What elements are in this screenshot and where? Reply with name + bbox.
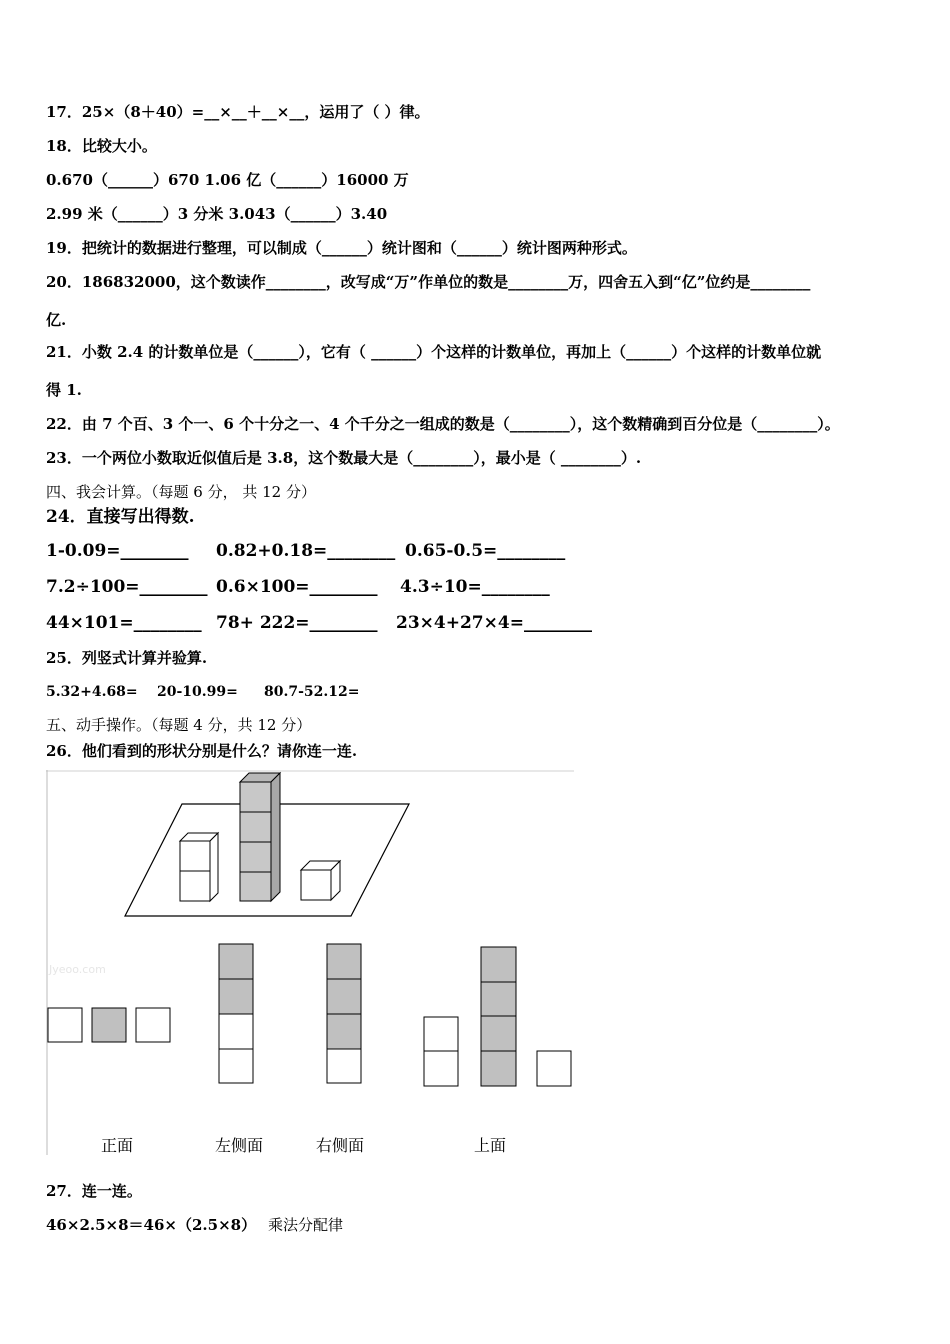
match-expression[interactable]: 46×2.5×8＝46×（2.5×8） <box>46 1216 257 1234</box>
section-4-heading: 四、我会计算。（每题 6 分， 共 12 分） <box>46 483 316 501</box>
question-18-row-2: 2.99 米（______）3 分米 3.043（______）3.40 <box>46 205 388 223</box>
question-20-line-2: 亿. <box>46 311 67 329</box>
question-26: 26．他们看到的形状分别是什么？请你连一连. <box>46 742 358 760</box>
question-18: 18．比较大小。 <box>46 137 157 155</box>
calc-1-3: 0.65-0.5=________ <box>405 541 566 561</box>
question-25: 25．列竖式计算并验算. <box>46 649 208 667</box>
top-view-option[interactable] <box>424 947 571 1086</box>
vertical-calc-1: 5.32+4.68= <box>46 684 138 700</box>
single-cube <box>301 861 340 900</box>
label-right-side: 右侧面 <box>316 1136 365 1155</box>
question-27: 27．连一连。 <box>46 1182 142 1200</box>
watermark: Jyeoo.com <box>49 963 106 976</box>
question-18-row-1: 0.670（______）670 1.06 亿（______）16000 万 <box>46 171 409 189</box>
calc-2-1: 7.2÷100=________ <box>46 577 208 597</box>
left-side-view-option[interactable] <box>219 944 253 1083</box>
label-top: 上面 <box>474 1136 507 1155</box>
front-view-option[interactable] <box>48 1008 170 1042</box>
label-left-side: 左侧面 <box>215 1136 264 1155</box>
calc-2-2: 0.6×100=________ <box>216 577 378 597</box>
left-cube-stack <box>180 833 218 901</box>
question-23: 23．一个两位小数取近似值后是 3.8，这个数最大是（________），最小是（ ________）. <box>46 449 642 467</box>
calc-3-1: 44×101=________ <box>46 613 202 633</box>
vertical-calc-3: 80.7-52.12= <box>264 684 360 700</box>
vertical-calc-2: 20-10.99= <box>157 684 238 700</box>
calc-1-1: 1-0.09=________ <box>46 541 189 561</box>
question-22: 22．由 7 个百、3 个一、6 个十分之一、4 个千分之一组成的数是（________），这个数精确到百分位是（________）。 <box>46 415 840 433</box>
calc-1-2: 0.82+0.18=________ <box>216 541 396 561</box>
question-21-line-2: 得 1. <box>46 381 82 399</box>
label-front: 正面 <box>101 1136 134 1155</box>
cube-views-figure <box>46 770 576 1155</box>
question-24: 24．直接写出得数. <box>46 507 195 527</box>
tall-cube-stack <box>240 773 280 901</box>
question-21-line-1: 21．小数 2.4 的计数单位是（______），它有（ ______）个这样的计数单位，再加上（______）个这样的计数单位就 <box>46 343 822 361</box>
question-20-line-1: 20．186832000，这个数读作________，改写成“万”作单位的数是________万，四舍五入到“亿”位约是________ <box>46 273 811 291</box>
match-law-label[interactable]: 乘法分配律 <box>268 1216 344 1234</box>
section-5-heading: 五、动手操作。（每题 4 分，共 12 分） <box>46 716 312 734</box>
right-side-view-option[interactable] <box>327 944 361 1083</box>
calc-2-3: 4.3÷10=________ <box>400 577 550 597</box>
question-19: 19．把统计的数据进行整理，可以制成（______）统计图和（______）统计图两种形式。 <box>46 239 637 257</box>
calc-3-3: 23×4+27×4=________ <box>396 613 592 633</box>
question-17: 17．25×（8＋40）=__×__＋__×__，运用了（ ）律。 <box>46 103 430 121</box>
calc-3-2: 78+ 222=________ <box>216 613 378 633</box>
cube-views-svg <box>46 770 576 1155</box>
